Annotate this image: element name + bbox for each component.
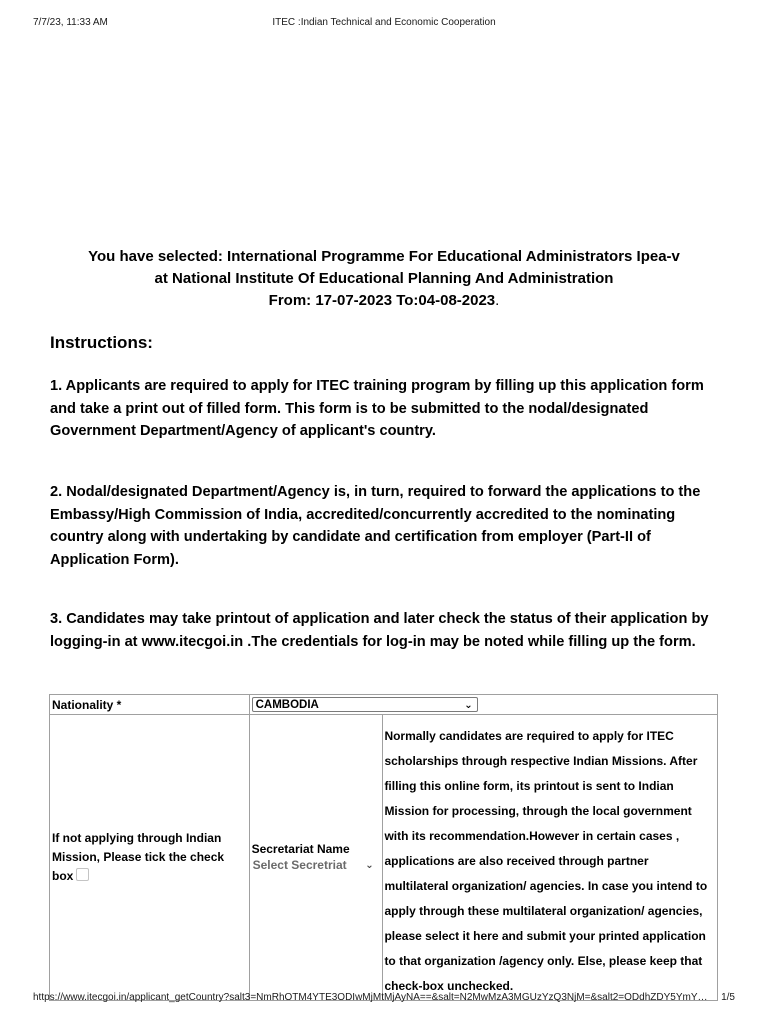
instruction-item-1: 1. Applicants are required to apply for ITEC training program by filling up this application form and take a print out of filled form. This form is to be submitted to the nodal/designated Government Department/Agency of applicant's country.: [50, 378, 704, 439]
instruction-item-2: 2. Nodal/designated Department/Agency is, in turn, required to forward the applications to the Embassy/High Commission of India, accredited/concurrently accredited to the nominating country along with undertaking by candidate and certification from employer (Part-II of Application Form).: [50, 484, 701, 568]
mission-checkbox[interactable]: [76, 868, 89, 881]
secretariat-cell: [249, 715, 383, 1001]
mission-row: [50, 715, 718, 1001]
nationality-cell: [249, 695, 717, 715]
page-url: https://www.itecgoi.in/applicant_getCountry?salt3=NmRhOTM4YTE3ODIwMjMtMjAyNA==&salt=N2MwMzA3MGUzYzQ3NjM=&salt2=ODdhZDY5YmY…: [33, 992, 708, 1003]
selection-line-1: You have selected: International Programme For Educational Administrators Ipea-v: [88, 248, 680, 265]
print-title: ITEC :Indian Technical and Economic Cooperation: [272, 17, 496, 28]
nationality-row: [50, 695, 718, 715]
secretariat-label: Secretariat Name: [251, 842, 350, 856]
nationality-value: CAMBODIA: [255, 699, 319, 712]
selection-line-3: [30, 290, 738, 312]
nationality-label: Nationality *: [50, 695, 250, 715]
mission-cell: [50, 715, 250, 1001]
selection-line-2: at National Institute Of Educational Planning And Administration: [154, 270, 614, 287]
chevron-down-icon: ⌄: [365, 860, 374, 871]
chevron-down-icon: ⌄: [464, 700, 473, 712]
nationality-select[interactable]: [252, 697, 478, 712]
secretariat-placeholder: Select Secretriat: [252, 858, 347, 872]
selection-dates: From: 17-07-2023 To:04-08-2023: [268, 292, 496, 309]
mission-label: If not applying through Indian Mission, Please tick the check box: [52, 831, 225, 883]
programme-selection: [30, 246, 738, 312]
selection-period: .: [495, 292, 500, 309]
secretariat-select[interactable]: [250, 857, 378, 874]
application-form-table: [49, 694, 718, 1001]
mission-notice: Normally candidates are required to apply for ITEC scholarships through respective Indian Missions. After filling this online form, its printout is sent to Indian Mission for processing, through the local government with its recommendation.However in certain cases , applications are also received through partner multilateral organization/ agencies. In case you intend to apply through these multilateral organization/ agencies, please select it here and submit your printed application to that organization /agency only. Else, please keep that check-box unchecked.: [383, 715, 718, 1001]
page-number: 1/5: [721, 992, 735, 1003]
instruction-item-3: 3. Candidates may take printout of application and later check the status of their application by logging-in at www.itecgoi.in .The credentials for log-in may be noted while filling up the form.: [50, 611, 709, 650]
print-datetime: 7/7/23, 11:33 AM: [33, 17, 108, 28]
instructions-heading: Instructions:: [50, 333, 153, 352]
